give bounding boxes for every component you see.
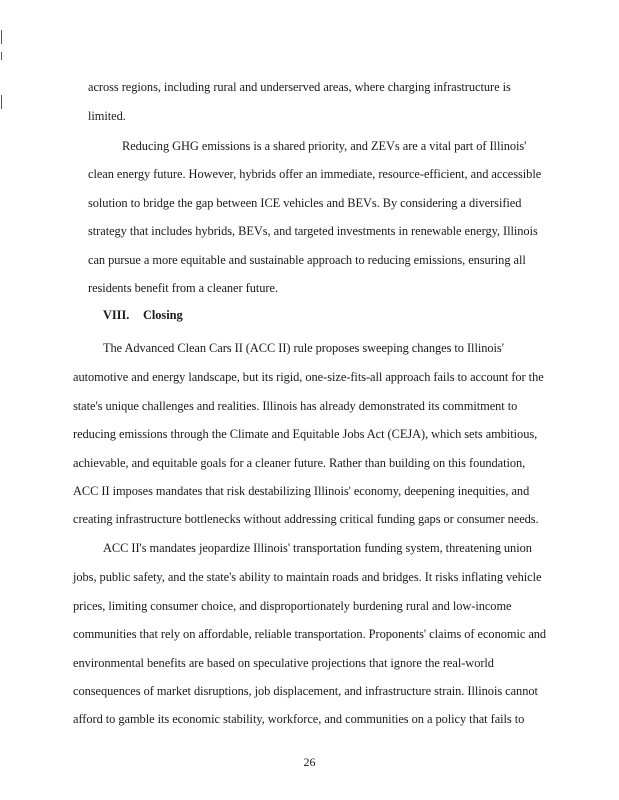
section-number: VIII. [103, 308, 130, 322]
text-line: achievable, and equitable goals for a cleaner future. Rather than building on this foundation, [73, 456, 526, 470]
text-line: ACC II's mandates jeopardize Illinois' transportation funding system, threatening union [103, 541, 532, 555]
text-line: strategy that includes hybrids, BEVs, and targeted investments in renewable energy, Illinois [88, 224, 538, 238]
scan-margin-mark [1, 95, 2, 109]
text-line: environmental benefits are based on speculative projections that ignore the real-world [73, 656, 494, 670]
text-line: can pursue a more equitable and sustainable approach to reducing emissions, ensuring all [88, 253, 526, 267]
text-line: The Advanced Clean Cars II (ACC II) rule proposes sweeping changes to Illinois' [103, 341, 504, 355]
text-line: automotive and energy landscape, but its rigid, one-size-fits-all approach fails to account for the [73, 370, 544, 384]
text-line: state's unique challenges and realities. Illinois has already demonstrated its commitment to [73, 399, 518, 413]
text-line: reducing emissions through the Climate and Equitable Jobs Act (CEJA), which sets ambitious, [73, 427, 538, 441]
text-line: jobs, public safety, and the state's ability to maintain roads and bridges. It risks inflating vehicle [73, 570, 542, 584]
text-line: prices, limiting consumer choice, and disproportionately burdening rural and low-income [73, 599, 512, 613]
text-line: clean energy future. However, hybrids offer an immediate, resource-efficient, and accessible [88, 167, 542, 181]
page-number: 26 [303, 755, 316, 769]
scan-margin-mark [1, 52, 2, 60]
section-title: Closing [143, 308, 183, 322]
text-line: afford to gamble its economic stability, workforce, and communities on a policy that fails to [73, 712, 525, 726]
text-line: limited. [88, 109, 126, 123]
text-line: residents benefit from a cleaner future. [88, 281, 278, 295]
text-line: ACC II imposes mandates that risk destabilizing Illinois' economy, deepening inequities, and [73, 484, 530, 498]
text-line: Reducing GHG emissions is a shared priority, and ZEVs are a vital part of Illinois' [122, 139, 527, 153]
text-line: across regions, including rural and underserved areas, where charging infrastructure is [88, 80, 511, 94]
text-line: consequences of market disruptions, job displacement, and infrastructure strain. Illinois cannot [73, 684, 538, 698]
text-line: communities that rely on affordable, reliable transportation. Proponents' claims of economic and [73, 627, 547, 641]
text-line: creating infrastructure bottlenecks without addressing critical funding gaps or consumer needs. [73, 512, 539, 526]
text-line: solution to bridge the gap between ICE vehicles and BEVs. By considering a diversified [88, 196, 522, 210]
scan-margin-mark [1, 30, 2, 44]
